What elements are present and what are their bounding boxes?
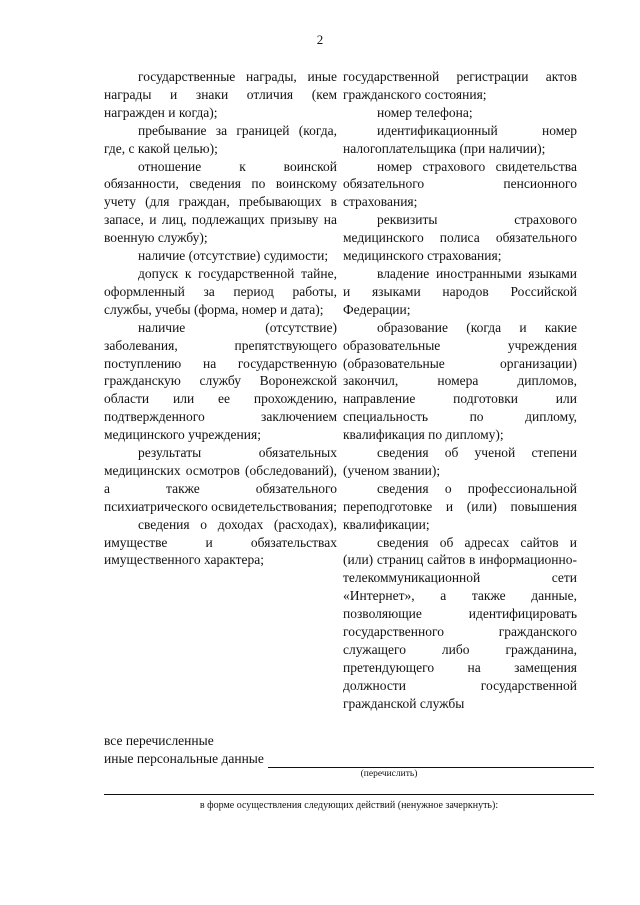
footer-line-1: все перечисленные	[104, 733, 214, 748]
list-item: пребывание за границей (когда, где, с какой целью);	[104, 122, 337, 156]
list-item: наличие (отсутствие) заболевания, препятствующего поступлению на государственную гражданскую службу Воронежской области или ее прохождению, подтвержденного заключением медицинского учреждения;	[104, 319, 337, 443]
left-column	[104, 68, 337, 569]
page-number: 2	[316, 32, 324, 47]
list-item: наличие (отсутствие) судимости;	[138, 248, 329, 264]
list-item: сведения об адресах сайтов и (или) страниц сайтов в информационно-телекоммуникационной сети «Интернет», а также данные, позволяющие идентифицировать государственного гражданского служащего либо гражданина, претендующего на замещения должности государственной гражданской службы	[343, 534, 577, 711]
list-item: сведения об ученой степени (ученом звании);	[343, 445, 577, 478]
right-column	[343, 68, 577, 713]
actions-caption: в форме осуществления следующих действий (ненужное зачеркнуть):	[199, 800, 499, 811]
list-item: сведения о доходах (расходах), имуществе и обязательствах имущественного характера;	[104, 516, 337, 568]
list-item: номер телефона;	[377, 104, 473, 120]
fill-in-line[interactable]	[268, 754, 594, 768]
list-item: образование (когда и какие образовательные учреждения (образовательные организации) закончил, номера дипломов, направление подготовки или специальность по диплому, квалификация по диплому);	[343, 319, 577, 443]
list-item: государственные награды, иные награды и знаки отличия (кем награжден и когда);	[104, 69, 337, 120]
list-item: реквизиты страхового медицинского полиса обязательного медицинского страхования;	[343, 212, 577, 264]
list-item: отношение к воинской обязанности, сведения по воинскому учету (для граждан, пребывающих в запасе, и лиц, подлежащих призыву на военную службу);	[104, 158, 337, 246]
list-item: результаты обязательных медицинских осмотров (обследований), а также обязательного психиатрического освидетельствования;	[104, 445, 338, 514]
personal-data-footer	[104, 732, 594, 768]
blank-rule-line[interactable]	[104, 794, 594, 795]
list-item: владение иностранными языками и языками народов Российской Федерации;	[343, 265, 577, 317]
footer-line-2	[104, 750, 594, 768]
list-item: идентификационный номер налогоплательщика (при наличии);	[343, 122, 577, 156]
fill-in-hint: (перечислить)	[360, 769, 418, 779]
list-item: номер страхового свидетельства обязательного пенсионного страхования;	[343, 158, 577, 210]
footer-line-2-label: иные персональные данные	[104, 751, 264, 766]
list-item: допуск к государственной тайне, оформленный за период работы, службы, учебы (форма, номер и дата);	[104, 265, 337, 317]
list-item: сведения о профессиональной переподготовке и (или) повышения квалификации;	[343, 480, 577, 532]
list-item: государственной регистрации актов гражданского состояния;	[343, 69, 577, 102]
